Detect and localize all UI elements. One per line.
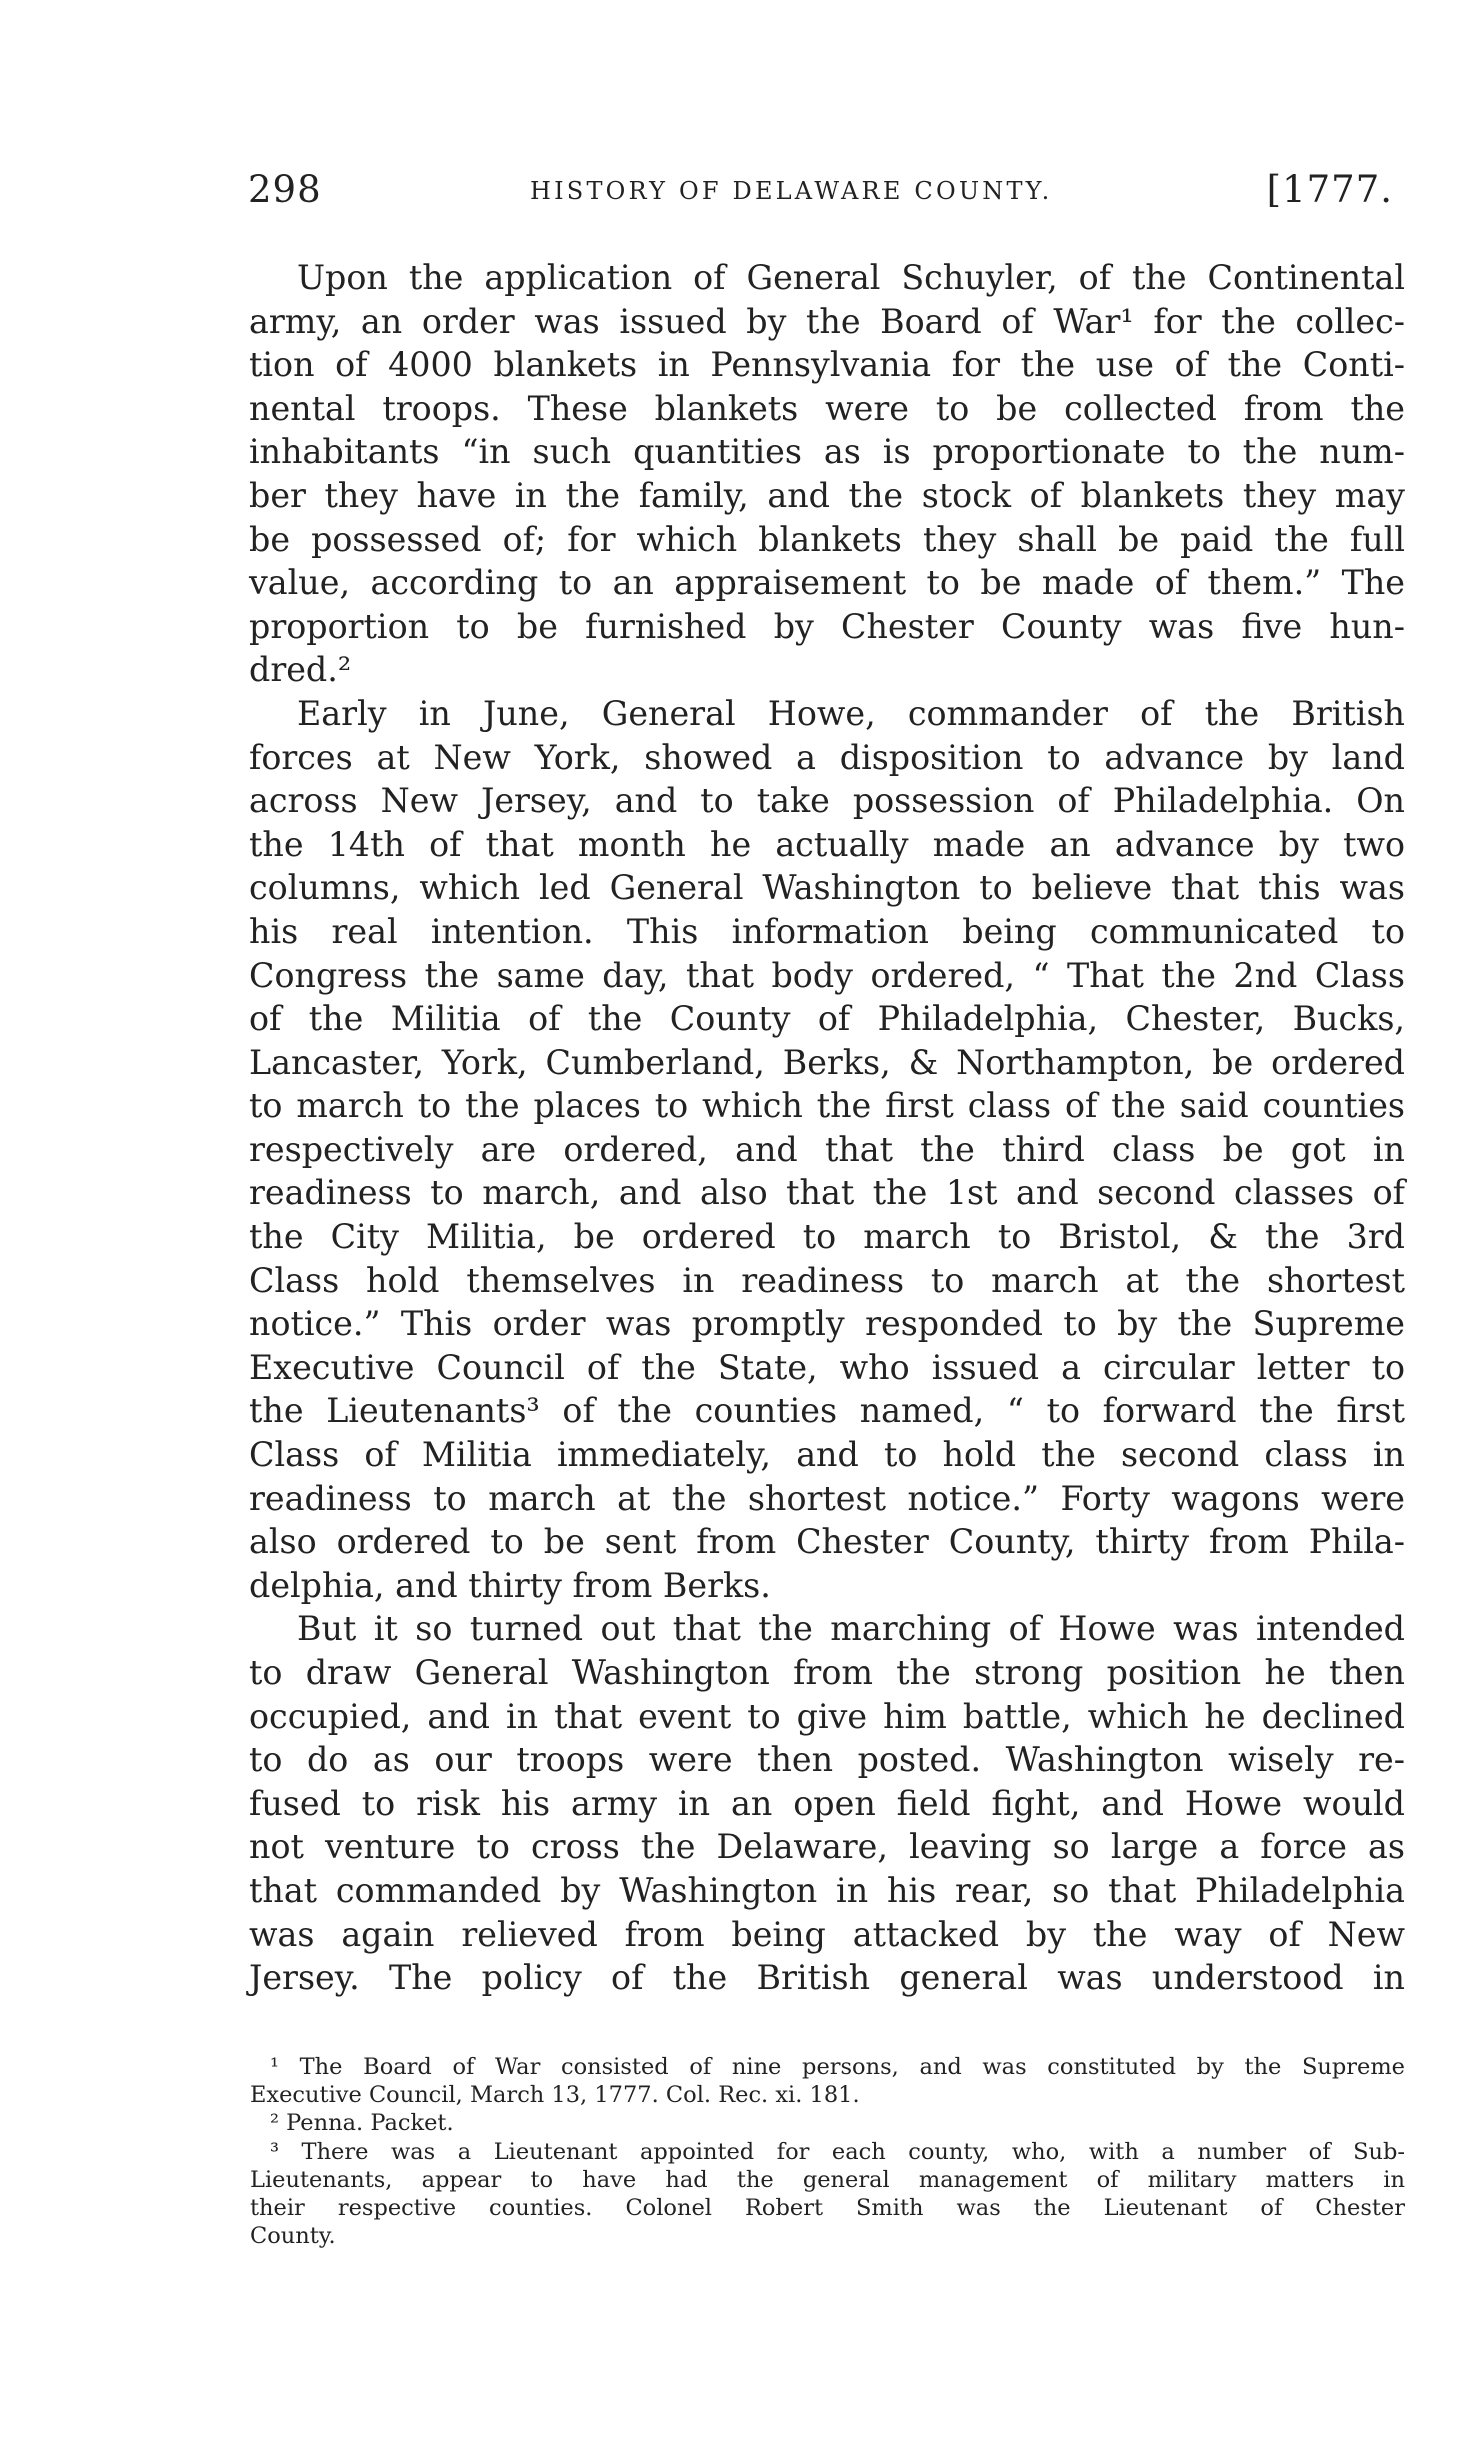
text-line: notice.” This order was promptly responded to by the Supreme	[249, 1304, 1405, 1344]
text-line: nental troops. These blankets were to be collected from the	[249, 388, 1405, 428]
text-line: to march to the places to which the first class of the said counties	[249, 1086, 1405, 1126]
text-line: delphia, and thirty from Berks.	[249, 1565, 771, 1605]
text-line: fused to risk his army in an open field fight, and Howe would	[249, 1783, 1405, 1823]
footnote-line: Executive Council, March 13, 1777. Col. Rec. xi. 181.	[250, 2082, 860, 2109]
text-line: Congress the same day, that body ordered, “ That the 2nd Class	[249, 955, 1405, 995]
text-line: proportion to be furnished by Chester County was five hun-	[249, 606, 1405, 646]
text-line: respectively are ordered, and that the third class be got in	[249, 1129, 1405, 1169]
text-line: value, according to an appraisement to be made of them.” The	[249, 563, 1405, 603]
text-line: readiness to march at the shortest notice.” Forty wagons were	[249, 1478, 1405, 1518]
text-line: occupied, and in that event to give him battle, which he declined	[249, 1696, 1405, 1736]
footnote-line: ¹ The Board of War consisted of nine persons, and was constituted by the Supreme	[270, 2054, 1405, 2080]
text-line: that commanded by Washington in his rear, so that Philadelphia	[249, 1870, 1405, 1910]
text-line: army, an order was issued by the Board of War¹ for the collec-	[249, 301, 1405, 341]
text-line: of the Militia of the County of Philadelphia, Chester, Bucks,	[249, 999, 1405, 1039]
text-line: Executive Council of the State, who issued a circular letter to	[249, 1347, 1405, 1387]
text-line: Early in June, General Howe, commander of the British	[297, 693, 1405, 733]
footnote-line: ² Penna. Packet.	[270, 2110, 454, 2137]
text-line: ber they have in the family, and the stock of blankets they may	[249, 475, 1405, 515]
running-title: HISTORY OF DELAWARE COUNTY.	[530, 177, 1053, 205]
text-line: was again relieved from being attacked by the way of New	[249, 1914, 1405, 1954]
text-line: Class hold themselves in readiness to march at the shortest	[249, 1260, 1405, 1300]
text-line: tion of 4000 blankets in Pennsylvania for the use of the Conti-	[249, 345, 1405, 385]
text-line: But it so turned out that the marching of Howe was intended	[297, 1609, 1405, 1649]
text-line: inhabitants “in such quantities as is proportionate to the num-	[249, 432, 1405, 472]
text-line: across New Jersey, and to take possession of Philadelphia. On	[249, 781, 1405, 821]
running-header	[248, 168, 1393, 228]
footnotes	[250, 2053, 1405, 2250]
text-line: not venture to cross the Delaware, leaving so large a force as	[249, 1827, 1405, 1867]
text-line: the City Militia, be ordered to march to Bristol, & the 3rd	[249, 1217, 1405, 1257]
text-line: columns, which led General Washington to believe that this was	[249, 868, 1405, 908]
text-line: his real intention. This information being communicated to	[249, 911, 1405, 951]
text-line: also ordered to be sent from Chester County, thirty from Phila-	[249, 1522, 1405, 1562]
footnote-line: Lieutenants, appear to have had the general management of military matters in	[250, 2166, 1405, 2193]
header-year: [1777.	[1266, 168, 1393, 211]
text-line: readiness to march, and also that the 1st and second classes of	[249, 1173, 1405, 1213]
footnote-line: ³ There was a Lieutenant appointed for each county, who, with a number of Sub-	[270, 2138, 1405, 2165]
text-line: Lancaster, York, Cumberland, Berks, & Northampton, be ordered	[249, 1042, 1405, 1082]
text-line: dred.²	[249, 650, 352, 690]
text-line: to do as our troops were then posted. Washington wisely re-	[249, 1740, 1405, 1780]
text-line: forces at New York, showed a disposition to advance by land	[249, 737, 1405, 777]
page-number: 298	[248, 168, 322, 211]
text-line: Upon the application of General Schuyler, of the Continental	[297, 258, 1405, 297]
text-line: the Lieutenants³ of the counties named, “ to forward the first	[249, 1391, 1405, 1431]
footnote-line: their respective counties. Colonel Robert Smith was the Lieutenant of Chester	[250, 2194, 1405, 2221]
main-text	[249, 256, 1405, 2000]
footnote-line: County.	[250, 2223, 336, 2250]
text-line: Class of Militia immediately, and to hold the second class in	[249, 1435, 1405, 1475]
text-line: to draw General Washington from the strong position he then	[249, 1653, 1405, 1692]
text-line: Jersey. The policy of the British general was understood in	[249, 1958, 1405, 1998]
text-line: the 14th of that month he actually made an advance by two	[249, 824, 1405, 864]
text-line: be possessed of; for which blankets they shall be paid the full	[249, 519, 1405, 559]
